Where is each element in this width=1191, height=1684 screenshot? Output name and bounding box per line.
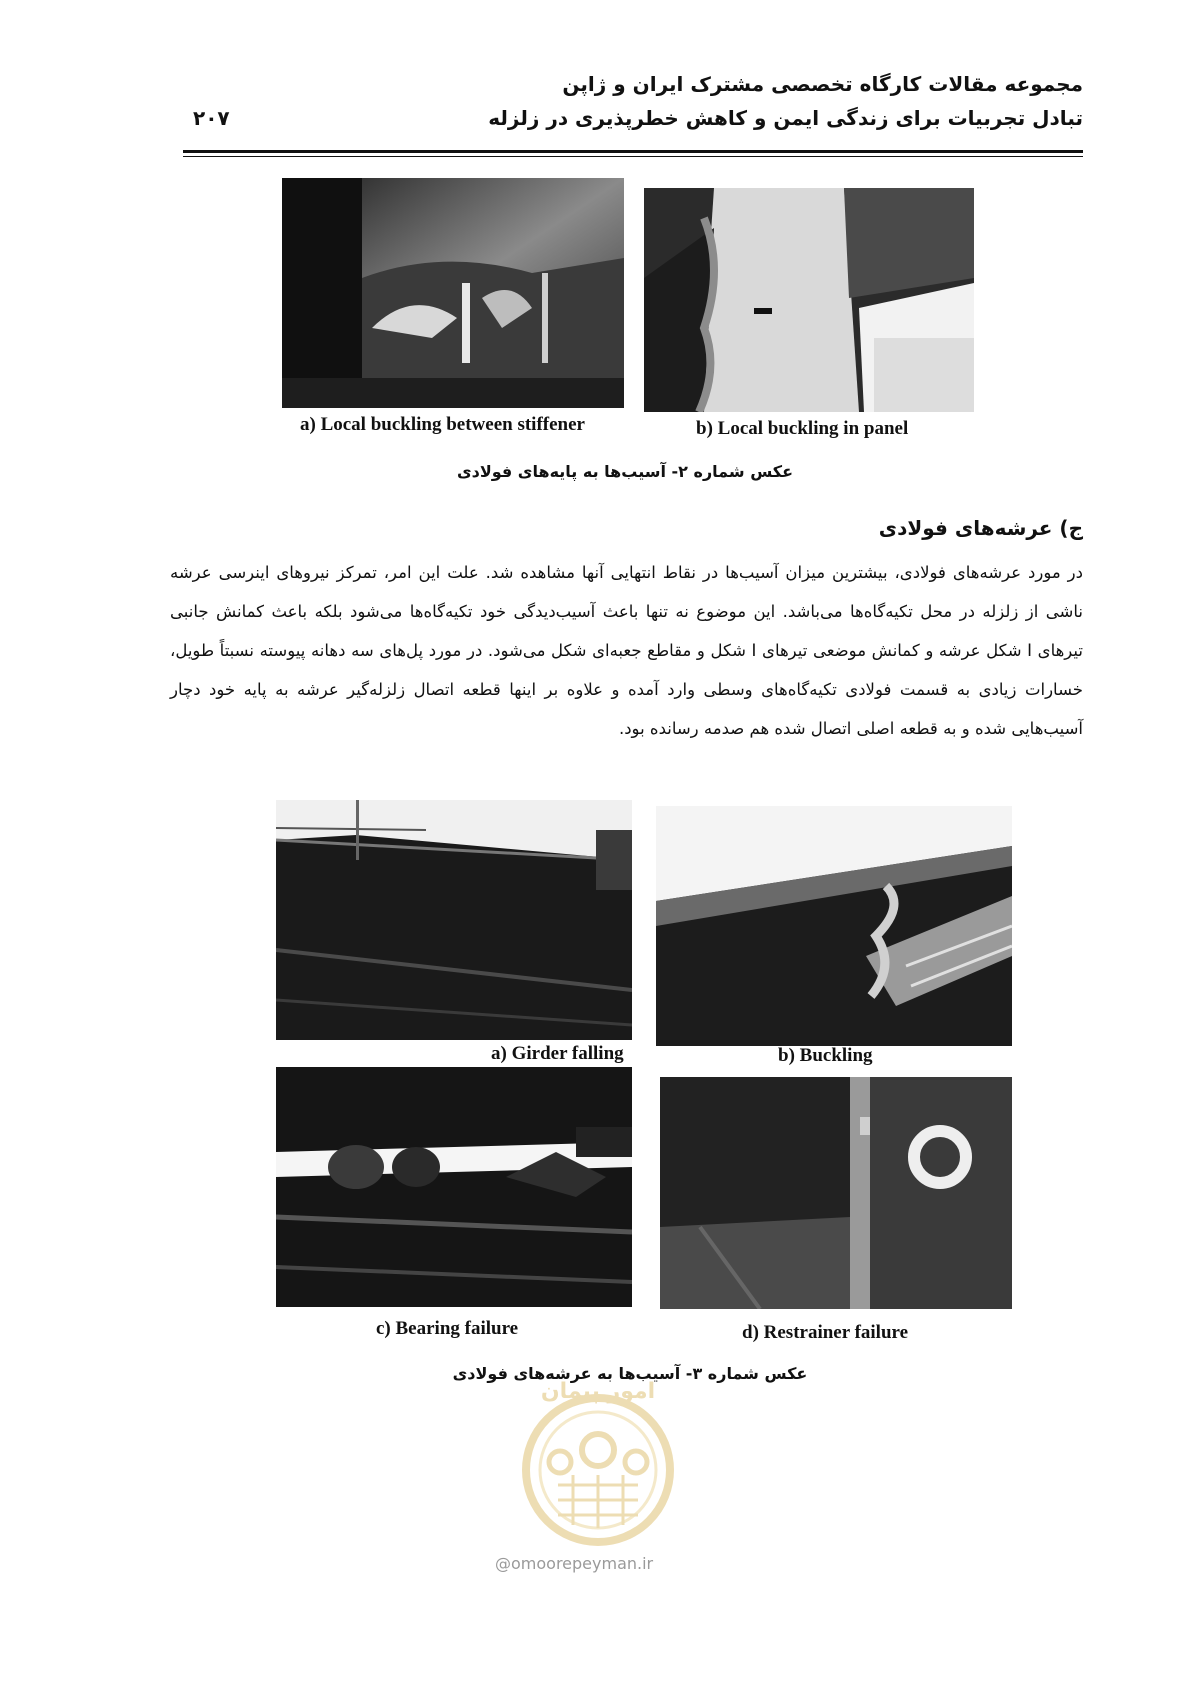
photo-local-buckling-panel <box>644 188 974 412</box>
at-icon: @ <box>495 1554 511 1573</box>
photo-bearing-failure <box>276 1067 632 1307</box>
photo-local-buckling-stiffener <box>282 178 624 408</box>
watermark-url-text: omoorepeyman.ir <box>511 1554 654 1573</box>
figure3-caption: عکس شماره ۳- آسیب‌ها به عرشه‌های فولادی <box>452 1364 808 1383</box>
section-title: ج) عرشه‌های فولادی <box>878 516 1083 540</box>
photo-restrainer-failure <box>660 1077 1012 1309</box>
photo-girder-falling <box>276 800 632 1040</box>
figure2-caption-a: a) Local buckling between stiffener <box>300 414 585 435</box>
figure3-caption-d: d) Restrainer failure <box>742 1322 909 1343</box>
figure2-caption: عکس شماره ۲- آسیب‌ها به پایه‌های فولادی <box>456 462 794 481</box>
watermark-url <box>495 1554 653 1573</box>
figure3-caption-b: b) Buckling <box>778 1045 873 1066</box>
header-rule-thin <box>183 156 1083 157</box>
page-number: ۲۰۷ <box>193 106 230 130</box>
journal-title: مجموعه مقالات کارگاه تخصصی مشترک ایران و ژاپن <box>562 72 1083 96</box>
watermark-logo <box>488 1370 708 1550</box>
watermark-logo-text: امور پیمان <box>540 1379 656 1404</box>
figure2-caption-b: b) Local buckling in panel <box>696 418 909 439</box>
figure3-caption-a: a) Girder falling <box>491 1043 624 1064</box>
header-rule-thick <box>183 150 1083 153</box>
workshop-subtitle: تبادل تجربیات برای زندگی ایمن و کاهش خطرپذیری در زلزله <box>488 106 1083 130</box>
figure3-caption-c: c) Bearing failure <box>376 1318 519 1339</box>
photo-buckling <box>656 806 1012 1046</box>
section-paragraph: در مورد عرشه‌های فولادی، بیشترین میزان آسیب‌ها در نقاط انتهایی آنها مشاهده شد. علت این امر، تمرکز نیروهای اینرسی عرشه ناشی از زلزله در محل تکیه‌گاه‌ها می‌باشد. این موضوع نه تنها باعث آسیب‌دیدگی خود تکیه‌گاه‌ها می‌شود بلکه باعث کمانش جانبی تیرهای I شکل عرشه و کمانش موضعی تیرهای I شکل و مقاطع جعبه‌ای شکل می‌شود. در مورد پل‌های سه دهانه پیوسته نسبتاً طویل، خسارات زیادی به قسمت فولادی تکیه‌گاه‌های وسطی وارد آمده و علاوه بر اینها قطعه اتصال زلزله‌گیر عرشه به پایه خود دچار آسیب‌هایی شده و به قطعه اصلی اتصال شده هم صدمه رسانده بود. <box>170 563 1083 738</box>
